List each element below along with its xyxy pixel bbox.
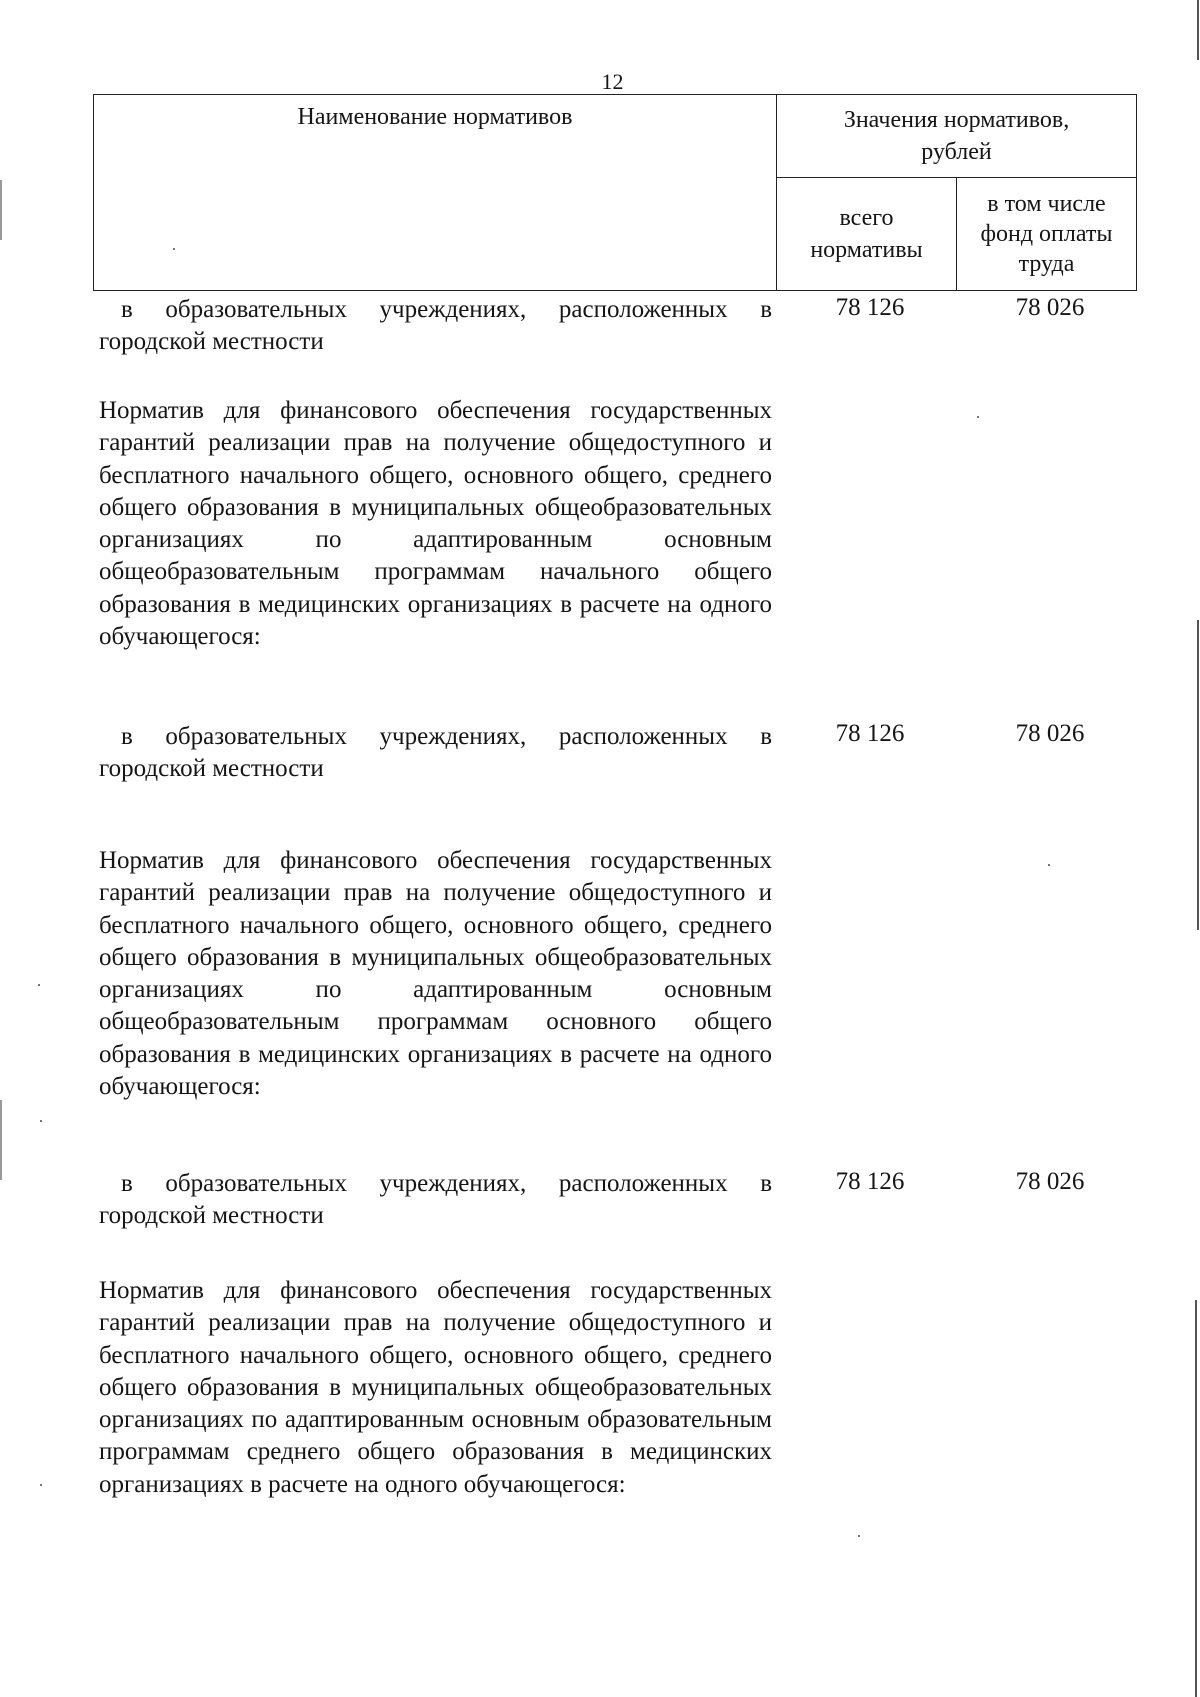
page-number: 12 <box>601 69 624 94</box>
name-column-header: Наименование нормативов <box>94 95 777 291</box>
row-label: в образовательных учреждениях, расположенных в городской местности <box>99 1170 772 1230</box>
values-column-header <box>777 95 1137 178</box>
row-total-value: 78 126 <box>835 1168 905 1195</box>
total-column-label: всего нормативы <box>810 205 923 263</box>
scan-speck <box>38 984 40 986</box>
values-column-label: Значения нормативов, рублей <box>843 107 1070 165</box>
scan-edge-line <box>1197 0 1199 60</box>
scan-speck <box>173 248 175 250</box>
row-total-value: 78 126 <box>835 294 905 321</box>
scan-speck <box>1048 864 1050 866</box>
scan-speck <box>977 416 979 418</box>
fund-column-label: в том числе фонд оплаты труда <box>980 191 1113 277</box>
row-total-value: 78 126 <box>835 720 905 747</box>
scan-edge-line <box>1195 1300 1197 1697</box>
table-header <box>93 94 1137 291</box>
fund-column-header <box>957 178 1137 291</box>
row-fund-value: 78 026 <box>1015 294 1085 321</box>
scan-edge-line <box>0 180 2 240</box>
scan-speck <box>40 1484 42 1486</box>
scan-edge-line <box>0 1100 2 1180</box>
row-fund-value: 78 026 <box>1015 720 1085 747</box>
row-label: в образовательных учреждениях, расположенных в городской местности <box>99 723 772 783</box>
normative-heading: Норматив для финансового обеспечения государственных гарантий реализации прав на получение общедоступного и бесплатного начального общего, основного общего, среднего общего образования в муниципальных общеобразовательных организациях по адаптированным основным общеобразовательным программам начального общего образования в медицинских организациях в расчете на одного обучающегося: <box>99 397 772 651</box>
row-fund-value: 78 026 <box>1015 1168 1085 1195</box>
scan-edge-line <box>1197 620 1199 930</box>
total-column-header <box>777 178 957 291</box>
row-label: в образовательных учреждениях, расположенных в городской местности <box>99 296 772 356</box>
normative-heading: Норматив для финансового обеспечения государственных гарантий реализации прав на получение общедоступного и бесплатного начального общего, основного общего, среднего общего образования в муниципальных общеобразовательных организациях по адаптированным основным общеобразовательным программам основного общего образования в медицинских организациях в расчете на одного обучающегося: <box>99 847 772 1101</box>
normative-heading: Норматив для финансового обеспечения государственных гарантий реализации прав на получение общедоступного и бесплатного начального общего, основного общего, среднего общего образования в муниципальных общеобразовательных организациях по адаптированным основным образовательным программам среднего общего образования в медицинских организациях в расчете на одного обучающегося: <box>99 1277 772 1498</box>
scan-speck <box>858 1535 860 1537</box>
scan-speck <box>40 1120 42 1122</box>
